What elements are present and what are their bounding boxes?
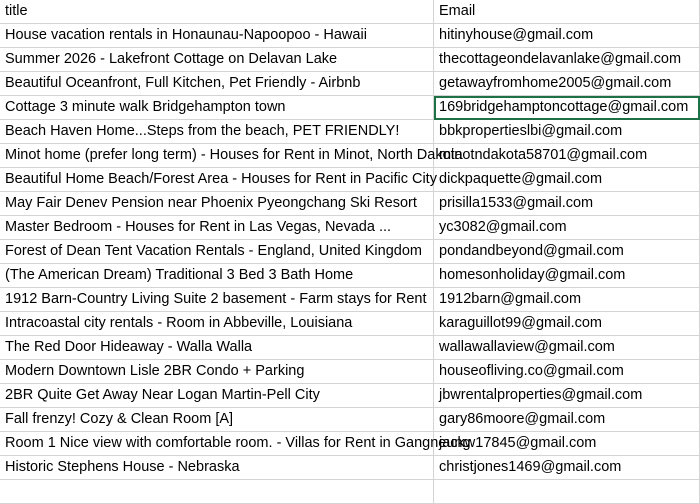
title-cell[interactable]: The Red Door Hideaway - Walla Walla — [0, 336, 434, 360]
table-row — [0, 96, 700, 120]
title-cell[interactable]: Room 1 Nice view with comfortable room. - Villas for Rent in Gangneung — [0, 432, 434, 456]
email-cell[interactable]: minotndakota58701@gmail.com — [434, 144, 700, 168]
table-row — [0, 288, 700, 312]
email-cell[interactable]: 1912barn@gmail.com — [434, 288, 700, 312]
email-cell[interactable] — [434, 480, 700, 504]
email-cell[interactable]: thecottageondelavanlake@gmail.com — [434, 48, 700, 72]
title-cell[interactable]: Intracoastal city rentals - Room in Abbeville, Louisiana — [0, 312, 434, 336]
title-cell[interactable]: Beach Haven Home...Steps from the beach, PET FRIENDLY! — [0, 120, 434, 144]
table-row — [0, 384, 700, 408]
title-cell[interactable]: Beautiful Home Beach/Forest Area - Houses for Rent in Pacific City — [0, 168, 434, 192]
email-cell[interactable]: christjones1469@gmail.com — [434, 456, 700, 480]
table-row — [0, 144, 700, 168]
title-cell[interactable]: Cottage 3 minute walk Bridgehampton town — [0, 96, 434, 120]
email-cell[interactable]: jackw17845@gmail.com — [434, 432, 700, 456]
title-cell[interactable]: (The American Dream) Traditional 3 Bed 3 Bath Home — [0, 264, 434, 288]
title-cell[interactable]: Master Bedroom - Houses for Rent in Las Vegas, Nevada ... — [0, 216, 434, 240]
table-row — [0, 264, 700, 288]
title-cell[interactable]: 1912 Barn-Country Living Suite 2 basement - Farm stays for Rent — [0, 288, 434, 312]
table-row — [0, 72, 700, 96]
title-cell[interactable]: May Fair Denev Pension near Phoenix Pyeongchang Ski Resort — [0, 192, 434, 216]
email-cell[interactable]: bbkpropertieslbi@gmail.com — [434, 120, 700, 144]
email-cell[interactable]: homesonholiday@gmail.com — [434, 264, 700, 288]
column-header-email[interactable]: Email — [434, 0, 700, 24]
table-row — [0, 480, 700, 504]
email-cell[interactable]: pondandbeyond@gmail.com — [434, 240, 700, 264]
title-cell[interactable]: House vacation rentals in Honaunau-Napoopoo - Hawaii — [0, 24, 434, 48]
table-row — [0, 336, 700, 360]
header-row — [0, 0, 700, 24]
email-cell[interactable]: dickpaquette@gmail.com — [434, 168, 700, 192]
title-cell[interactable]: Summer 2026 - Lakefront Cottage on Delavan Lake — [0, 48, 434, 72]
email-cell[interactable]: hitinyhouse@gmail.com — [434, 24, 700, 48]
title-cell[interactable]: Historic Stephens House - Nebraska — [0, 456, 434, 480]
title-cell[interactable] — [0, 480, 434, 504]
table-row — [0, 408, 700, 432]
data-rows — [0, 24, 689, 504]
table-row — [0, 216, 700, 240]
title-cell[interactable]: Minot home (prefer long term) - Houses for Rent in Minot, North Dakota — [0, 144, 434, 168]
table-row — [0, 192, 700, 216]
title-cell[interactable]: Forest of Dean Tent Vacation Rentals - England, United Kingdom — [0, 240, 434, 264]
email-cell[interactable]: getawayfromhome2005@gmail.com — [434, 72, 700, 96]
email-cell[interactable]: jbwrentalproperties@gmail.com — [434, 384, 700, 408]
table-row — [0, 168, 700, 192]
title-cell[interactable]: Beautiful Oceanfront, Full Kitchen, Pet Friendly - Airbnb — [0, 72, 434, 96]
table-row — [0, 312, 700, 336]
table-row — [0, 360, 700, 384]
column-header-title[interactable]: title — [0, 0, 434, 24]
email-cell[interactable]: houseofliving.co@gmail.com — [434, 360, 700, 384]
email-cell-selected[interactable]: 169bridgehamptoncottage@gmail.com — [434, 96, 700, 120]
table-row — [0, 456, 700, 480]
table-row — [0, 48, 700, 72]
title-cell[interactable]: Modern Downtown Lisle 2BR Condo + Parking — [0, 360, 434, 384]
email-cell[interactable]: prisilla1533@gmail.com — [434, 192, 700, 216]
email-cell[interactable]: gary86moore@gmail.com — [434, 408, 700, 432]
table-row — [0, 120, 700, 144]
title-cell[interactable]: 2BR Quite Get Away Near Logan Martin-Pell City — [0, 384, 434, 408]
table-row — [0, 24, 700, 48]
email-cell[interactable]: wallawallaview@gmail.com — [434, 336, 700, 360]
title-cell[interactable]: Fall frenzy! Cozy & Clean Room [A] — [0, 408, 434, 432]
table-row — [0, 432, 700, 456]
email-cell[interactable]: yc3082@gmail.com — [434, 216, 700, 240]
table-row — [0, 240, 700, 264]
email-cell[interactable]: karaguillot99@gmail.com — [434, 312, 700, 336]
